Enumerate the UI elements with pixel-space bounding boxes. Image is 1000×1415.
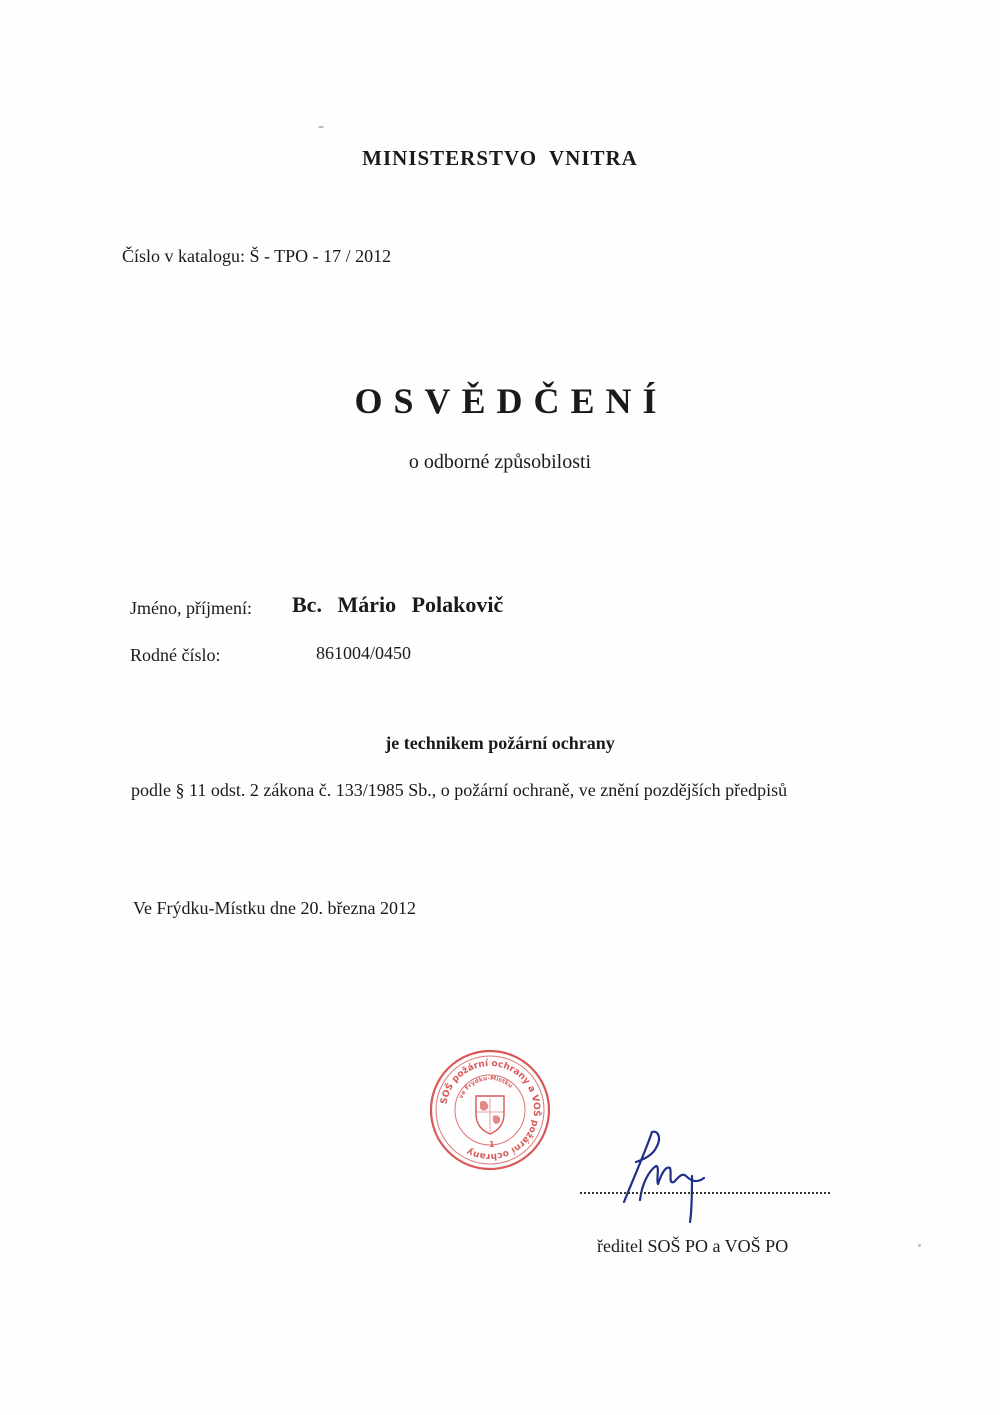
place-and-date: Ve Frýdku-Místku dne 20. března 2012: [133, 898, 416, 918]
catalog-number: Číslo v katalogu: Š - TPO - 17 / 2012: [122, 246, 392, 266]
name-value: Bc. Mário Polakovič: [292, 592, 504, 617]
birth-number-value: 861004/0450: [316, 643, 412, 663]
name-label: Jméno, příjmení:: [130, 598, 252, 618]
birth-number-label: Rodné číslo:: [130, 645, 221, 665]
certificate-subtitle: o odborné způsobilosti: [408, 451, 592, 473]
certificate-title: OSVĚDČENÍ: [354, 381, 668, 421]
signatory-title: ředitel SOŠ PO a VOŠ PO: [597, 1236, 789, 1256]
svg-text:1: 1: [489, 1140, 495, 1149]
svg-text:ve Frýdku-Místku: ve Frýdku-Místku: [457, 1074, 514, 1100]
scan-speck: [318, 126, 324, 128]
legal-basis: podle § 11 odst. 2 zákona č. 133/1985 Sb., o požární ochraně, ve znění pozdějších předpisů: [131, 780, 788, 800]
director-signature: [612, 1122, 722, 1232]
ministry-heading: MINISTERSTVO VNITRA: [362, 146, 638, 170]
scan-speck: [918, 1244, 921, 1247]
signature-line: [580, 1192, 830, 1194]
svg-text:SOŠ požární ochrany a VOŠ požá: SOŠ požární ochrany a VOŠ požární ochrany: [439, 1058, 542, 1162]
role-statement: je technikem požární ochrany: [385, 733, 615, 753]
official-stamp: [428, 1048, 552, 1172]
